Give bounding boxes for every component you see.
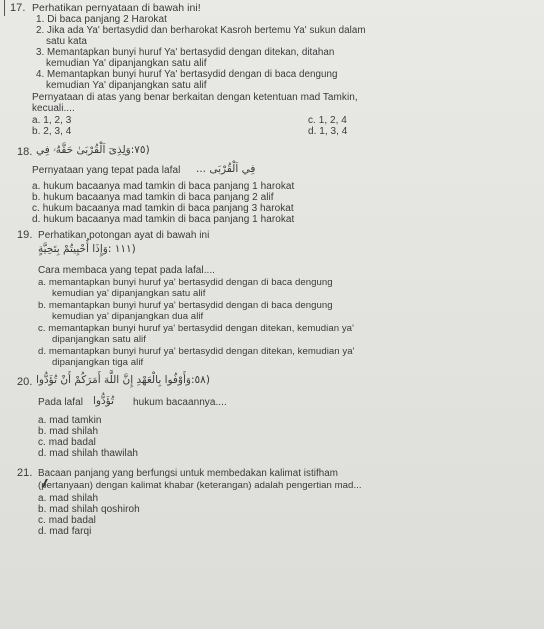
option-a[interactable]: a. mad shilah <box>38 493 99 504</box>
statement-4: 4. Memantapkan bunyi huruf Ya' bertasydid dengan di baca dengung <box>36 69 338 80</box>
option-c[interactable]: c. mad badal <box>38 437 96 448</box>
option-a[interactable]: a. hukum bacaanya mad tamkin di baca panjang 1 harokat <box>32 181 295 192</box>
option-c[interactable]: c. memantapkan bunyi huruf ya' bertasydid dengan ditekan, kemudian ya' <box>38 323 354 334</box>
question-text-cont: kecuali.... <box>32 103 75 114</box>
option-c[interactable]: c. mad badal <box>38 515 96 526</box>
question-text: Cara membaca yang tepat pada lafal.... <box>38 265 216 276</box>
option-c-cont: dipanjangkan satu alif <box>52 334 146 345</box>
question-number: 18. <box>17 146 33 158</box>
statement-1: 1. Di baca panjang 2 Harokat <box>36 14 167 25</box>
arabic-reference: تُؤَدُّوا <box>93 395 115 407</box>
option-d[interactable]: d. mad shilah thawilah <box>38 448 139 459</box>
option-b[interactable]: b. mad shilah qoshiroh <box>38 504 140 515</box>
arabic-verse: (١١١ :وَإِذَا أُحْيِيتُمْ بِتَحِيَّةٍ <box>38 243 136 255</box>
question-text-cont: (pertanyaan) dengan kalimat khabar (keterangan) adalah pengertian mad... <box>38 480 362 491</box>
question-number: 20. <box>17 376 33 388</box>
statement-2: 2. Jika ada Ya' bertasydid dan berharokat Kasroh bertemu Ya' sukun dalam <box>36 25 366 36</box>
option-d[interactable]: d. memantapkan bunyi huruf ya' bertasydid dengan ditekan, kemudian ya' <box>38 346 355 357</box>
option-b[interactable]: b. mad shilah <box>38 426 99 437</box>
option-d-cont: dipanjangkan tiga alif <box>52 357 144 368</box>
option-a-cont: kemudian ya' dipanjangkan satu alif <box>52 288 206 299</box>
option-d[interactable]: d. mad farqi <box>38 526 92 537</box>
question-stem: Perhatikan potongan ayat di bawah ini <box>38 230 210 241</box>
question-number: 17. <box>10 2 26 14</box>
arabic-verse: (٧٥:وَلِذِىٓ اَلْقُرْبَىٰ حَقَّهُۥ فِي <box>36 144 150 156</box>
statement-3-cont: kemudian Ya' dipanjangkan satu alif <box>46 58 207 69</box>
option-a[interactable]: a. 1, 2, 3 <box>32 115 72 126</box>
option-b[interactable]: b. memantapkan bunyi huruf ya' bertasydid dengan di baca dengung <box>38 300 333 311</box>
option-d[interactable]: d. hukum bacaanya mad tamkin di baca panjang 1 harokat <box>32 214 295 225</box>
option-b[interactable]: b. hukum bacaanya mad tamkin di baca panjang 2 alif <box>32 192 274 203</box>
option-a[interactable]: a. memantapkan bunyi huruf ya' bertasydid dengan di baca dengung <box>38 277 333 288</box>
statement-3: 3. Memantapkan bunyi huruf Ya' bertasydid dengan ditekan, ditahan <box>36 47 335 58</box>
statement-2-cont: satu kata <box>46 36 88 47</box>
page-edge-mark <box>0 0 5 16</box>
question-stem: Pernyataan yang tepat pada lafal <box>32 165 181 176</box>
question-stem: Perhatikan pernyataan di bawah ini! <box>32 2 201 14</box>
question-text: Pernyataan di atas yang benar berkaitan dengan ketentuan mad Tamkin, <box>32 92 358 103</box>
option-b[interactable]: b. 2, 3, 4 <box>32 126 72 137</box>
question-stem-prefix: Pada lafal <box>38 397 83 408</box>
question-number: 19. <box>17 229 33 241</box>
option-a[interactable]: a. mad tamkin <box>38 415 102 426</box>
arabic-verse: (٥٨:وَأَوْفُوا بِالْعَهْدِ إِنَّ اللَّهَ أَمَرَكُمْ أَنْ تُؤَدُّوا <box>36 374 210 386</box>
option-c[interactable]: c. hukum bacaanya mad tamkin di baca panjang 3 harokat <box>32 203 294 214</box>
question-number: 21. <box>17 467 33 479</box>
option-d[interactable]: d. 1, 3, 4 <box>308 126 348 137</box>
question-stem-suffix: hukum bacaannya.... <box>133 397 227 408</box>
option-c[interactable]: c. 1, 2, 4 <box>308 115 347 126</box>
statement-4-cont: kemudian Ya' dipanjangkan satu alif <box>46 80 207 91</box>
question-text: Bacaan panjang yang berfungsi untuk membedakan kalimat istifham <box>38 468 338 479</box>
arabic-reference: فِي اَلْقُرْبَى ... <box>196 163 256 175</box>
option-b-cont: kemudian ya' dipanjangkan dua alif <box>52 311 204 322</box>
